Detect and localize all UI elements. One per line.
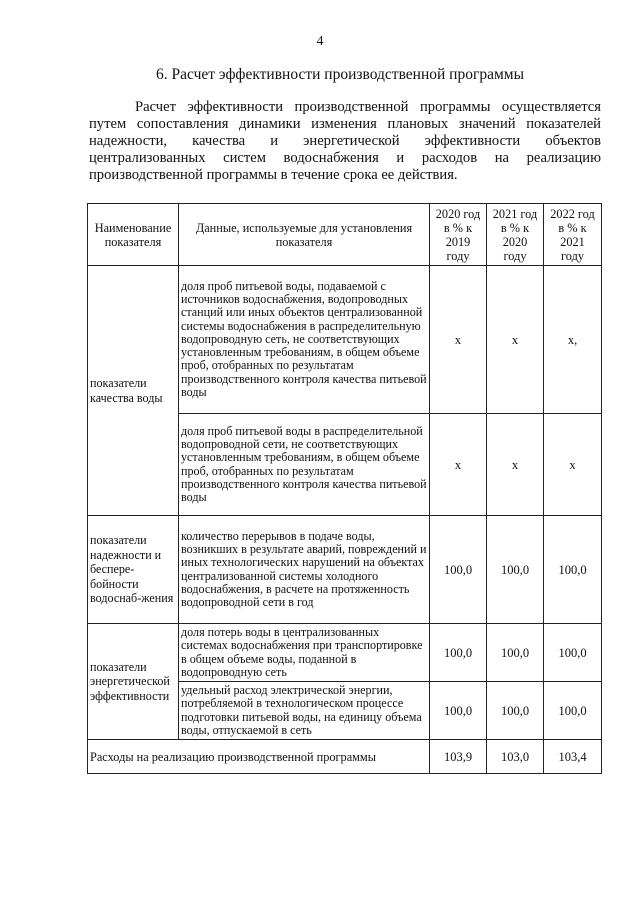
row-value-2020: 100,0	[430, 516, 487, 624]
row-value-2020: 100,0	[430, 682, 487, 740]
table-row-total	[88, 740, 602, 774]
intro-paragraph: Расчет эффективности производственной программы осуществляется путем сопоставления динамики изменения плановых значений показателей надежности, качества и энергетической эффективности объектов централизованных систем водоснабжения и расходов на реализацию производственной программы в течение срока ее действия.	[89, 99, 601, 183]
header-indicator-name: Наименование показателя	[88, 204, 179, 266]
total-value-2022: 103,4	[544, 740, 602, 774]
row-value-2022: x	[544, 414, 602, 516]
header-data-used: Данные, используемые для установления показателя	[179, 204, 430, 266]
table-row	[88, 516, 602, 624]
row-desc: удельный расход электрической энергии, потребляемой в технологическом процессе подготовки питьевой воды, на единицу объема воды, отпускаемой в сеть	[179, 682, 430, 740]
table-row	[88, 266, 602, 414]
row-value-2021: x	[487, 414, 544, 516]
row-desc: доля проб питьевой воды в распределительной водопроводной сети, не соответствующих установленным требованиям, в общем объеме проб, отобранных по результатам производственного контроля качества питьевой воды	[179, 414, 430, 516]
row-value-2020: x	[430, 414, 487, 516]
efficiency-table	[87, 203, 602, 774]
row-value-2020: 100,0	[430, 624, 487, 682]
table-header-row	[88, 204, 602, 266]
total-label: Расходы на реализацию производственной программы	[88, 740, 430, 774]
page-number: 4	[316, 34, 324, 49]
row-value-2021: 100,0	[487, 682, 544, 740]
header-year-2020: 2020 год в % к 2019 году	[430, 204, 487, 266]
header-year-2022: 2022 год в % к 2021 году	[544, 204, 602, 266]
group-energy: показатели энергетической эффективности	[88, 624, 179, 740]
row-value-2020: x	[430, 266, 487, 414]
section-title: 6. Расчет эффективности производственной программы	[156, 66, 524, 83]
row-value-2021: 100,0	[487, 516, 544, 624]
group-reliability: показатели надежности и беспере-бойности водоснаб-жения	[88, 516, 179, 624]
total-value-2020: 103,9	[430, 740, 487, 774]
row-value-2022: 100,0	[544, 682, 602, 740]
total-value-2021: 103,0	[487, 740, 544, 774]
table-row	[88, 624, 602, 682]
row-value-2021: 100,0	[487, 624, 544, 682]
row-value-2022: 100,0	[544, 516, 602, 624]
row-desc: количество перерывов в подаче воды, возникших в результате аварий, повреждений и иных технологических нарушений на объектах централизованной системы холодного водоснабжения, в расчете на протяженность водопроводной сети в год	[179, 516, 430, 624]
group-quality: показатели качества воды	[88, 266, 179, 516]
row-value-2022: x,	[544, 266, 602, 414]
header-year-2021: 2021 год в % к 2020 году	[487, 204, 544, 266]
row-value-2022: 100,0	[544, 624, 602, 682]
row-desc: доля потерь воды в централизованных системах водоснабжения при транспортировке в общем объеме воды, поданной в водопроводную сеть	[179, 624, 430, 682]
row-desc: доля проб питьевой воды, подаваемой с источников водоснабжения, водопроводных станций или иных объектов централизованной системы водоснабжения в распределительную водопроводную сеть, не соответствующих установленным требованиям, в общем объеме проб, отобранных по результатам производственного контроля качества питьевой воды	[179, 266, 430, 414]
row-value-2021: x	[487, 266, 544, 414]
